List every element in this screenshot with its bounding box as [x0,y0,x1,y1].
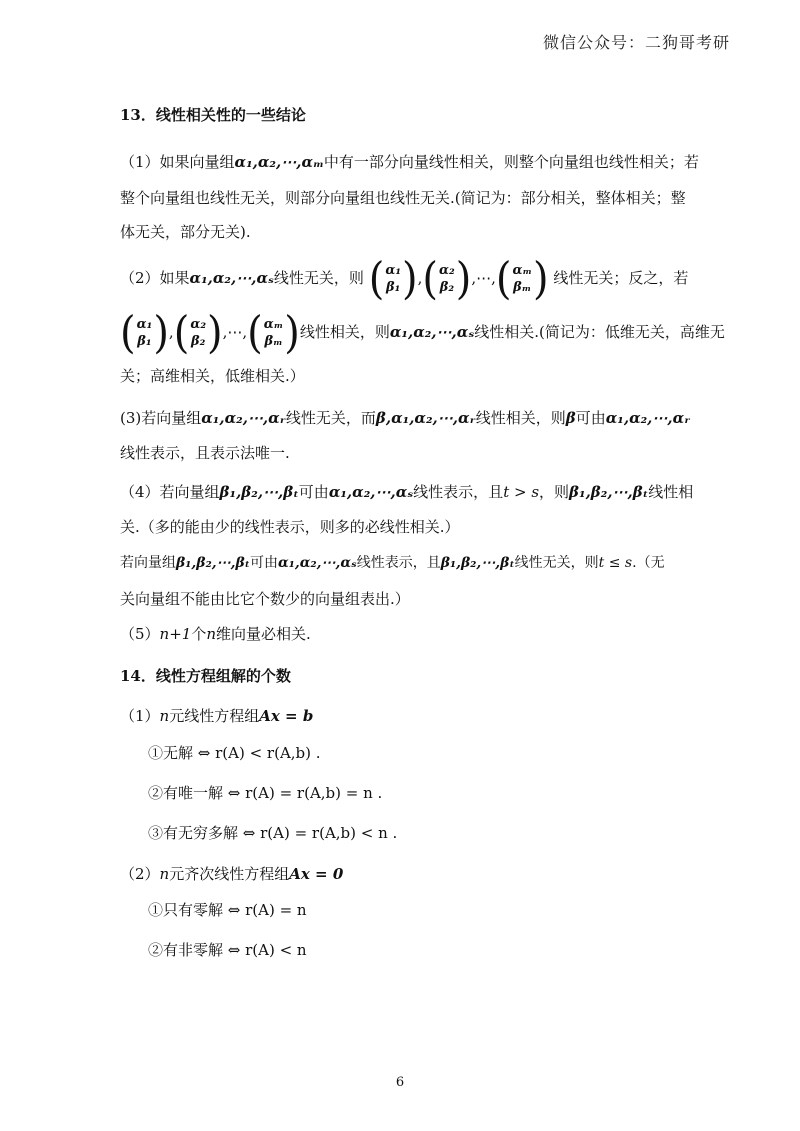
s14-p1: （1）n元线性方程组Ax = b [120,707,314,725]
s13-p4-line1: （4）若向量组β₁,β₂,⋯,βₜ可由α₁,α₂,⋯,αₛ线性表示，且t > s，则β₁,β₂,⋯,βₜ线性相 [120,483,694,501]
s14-p1-item1: ①无解 ⇔ r(A) < r(A,b) . [148,744,321,762]
s13-p1-line3: 体无关，部分无关). [120,223,251,241]
s13-p2-line3: 关；高维相关，低维相关.） [120,367,305,385]
s13-p1-line2: 整个向量组也线性无关，则部分向量组也线性无关.(简记为：部分相关，整体相关；整 [120,189,686,207]
s13-p4-line3: 若向量组β₁,β₂,⋯,βₜ可由α₁,α₂,⋯,αₛ线性表示，且β₁,β₂,⋯,βₜ线性无关，则t ≤ s.（无 [120,555,665,571]
column-vector-mb: ( αₘ βₘ ) [247,307,300,359]
s14-p2-item1: ①只有零解 ⇔ r(A) = n [148,901,307,919]
s13-p4-line2: 关.（多的能由少的线性表示，则多的必线性相关.） [120,518,460,536]
column-vector-m: ( αₘ βₘ ) [495,253,549,305]
s13-p2-line1: （2）如果α₁,α₂,⋯,αₛ线性无关，则 ( α₁ β₁ ) , ( α₂ β₂ ) ,⋯, ( αₘ βₘ ) 线性无关；反之，若 [120,253,689,305]
page-header: 微信公众号：二狗哥考研 [542,33,730,52]
s13-p4-line4: 关向量组不能由比它个数少的向量组表出.） [120,590,410,608]
column-vector-2: ( α₂ β₂ ) [422,253,472,305]
s13-p3-line1: (3)若向量组α₁,α₂,⋯,αᵣ线性无关，而β,α₁,α₂,⋯,αᵣ线性相关，则β可由α₁,α₂,⋯,αᵣ [120,409,691,427]
s14-p1-item3: ③有无穷多解 ⇔ r(A) = r(A,b) < n . [148,824,398,842]
s13-p3-line2: 线性表示，且表示法唯一. [120,444,290,462]
s13-p5: （5）n+1个n维向量必相关. [120,625,311,643]
page-number: 6 [395,1075,405,1090]
s13-p1-line1: （1）如果向量组α₁,α₂,⋯,αₘ中有一部分向量线性相关，则整个向量组也线性相关；若 [120,153,699,171]
section-14-title: 14．线性方程组解的个数 [120,667,291,685]
s13-p2-line2: ( α₁ β₁ ) , ( α₂ β₂ ) ,⋯, ( αₘ βₘ ) 线性相关，则α₁,α₂,⋯,αₛ线性相关.(简记为：低维无关，高维无 [120,307,725,359]
section-13-title: 13．线性相关性的一些结论 [120,106,306,124]
s14-p2-item2: ②有非零解 ⇔ r(A) < n [148,941,307,959]
s14-p1-item2: ②有唯一解 ⇔ r(A) = r(A,b) = n . [148,784,383,802]
column-vector-1b: ( α₁ β₁ ) [120,307,169,359]
s14-p2: （2）n元齐次线性方程组Ax = 0 [120,865,344,883]
column-vector-1: ( α₁ β₁ ) [368,253,418,305]
column-vector-2b: ( α₂ β₂ ) [173,307,223,359]
